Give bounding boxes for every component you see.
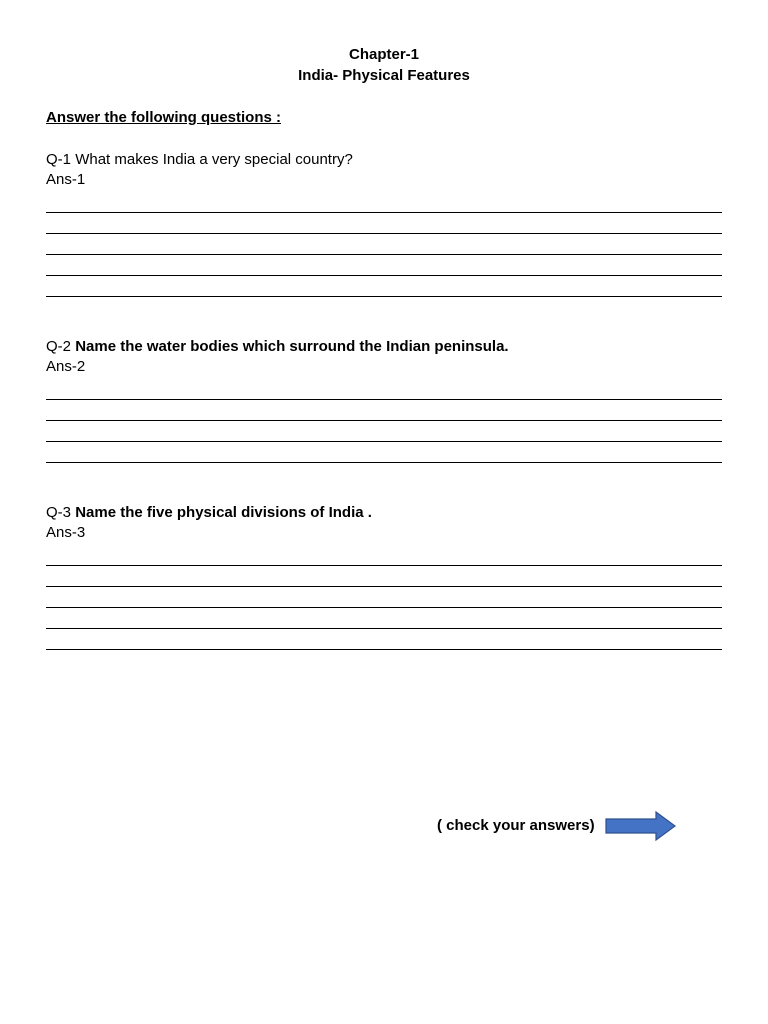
check-answers-label: ( check your answers) [437,817,595,834]
answer-label: Ans-2 [46,358,86,375]
question-text: What makes India a very special country? [75,151,353,168]
answer-line[interactable] [46,545,722,566]
answer-line[interactable] [46,566,722,587]
right-arrow-icon[interactable] [605,811,677,841]
answer-line[interactable] [46,234,722,255]
question-block-1 [46,150,722,297]
instructions-heading: Answer the following questions : [46,109,282,126]
question-block-3 [46,503,722,650]
answer-lines [46,545,722,650]
answer-line[interactable] [46,379,722,400]
question-number: Q-1 [46,151,72,168]
question-3 [46,503,722,523]
question-block-2 [46,337,722,463]
answer-lines [46,379,722,463]
chapter-title: Chapter-1 [348,46,419,63]
question-2 [46,337,722,357]
answer-label: Ans-3 [46,524,86,541]
answer-line[interactable] [46,608,722,629]
question-1 [46,150,722,170]
right-arrow-shape[interactable] [606,812,675,840]
question-number: Q-3 [46,504,72,521]
answer-line[interactable] [46,400,722,421]
answer-line[interactable] [46,442,722,463]
answer-line[interactable] [46,255,722,276]
answer-line[interactable] [46,276,722,297]
answer-lines [46,192,722,297]
question-number: Q-2 [46,338,72,355]
answer-line[interactable] [46,629,722,650]
chapter-subtitle: India- Physical Features [298,67,470,84]
answer-line[interactable] [46,587,722,608]
check-answers-row[interactable] [437,811,677,841]
question-text: Name the five physical divisions of India . [75,504,372,521]
answer-line[interactable] [46,421,722,442]
answer-line[interactable] [46,192,722,213]
answer-label: Ans-1 [46,171,86,188]
answer-line[interactable] [46,213,722,234]
question-text: Name the water bodies which surround the Indian peninsula. [75,338,509,355]
